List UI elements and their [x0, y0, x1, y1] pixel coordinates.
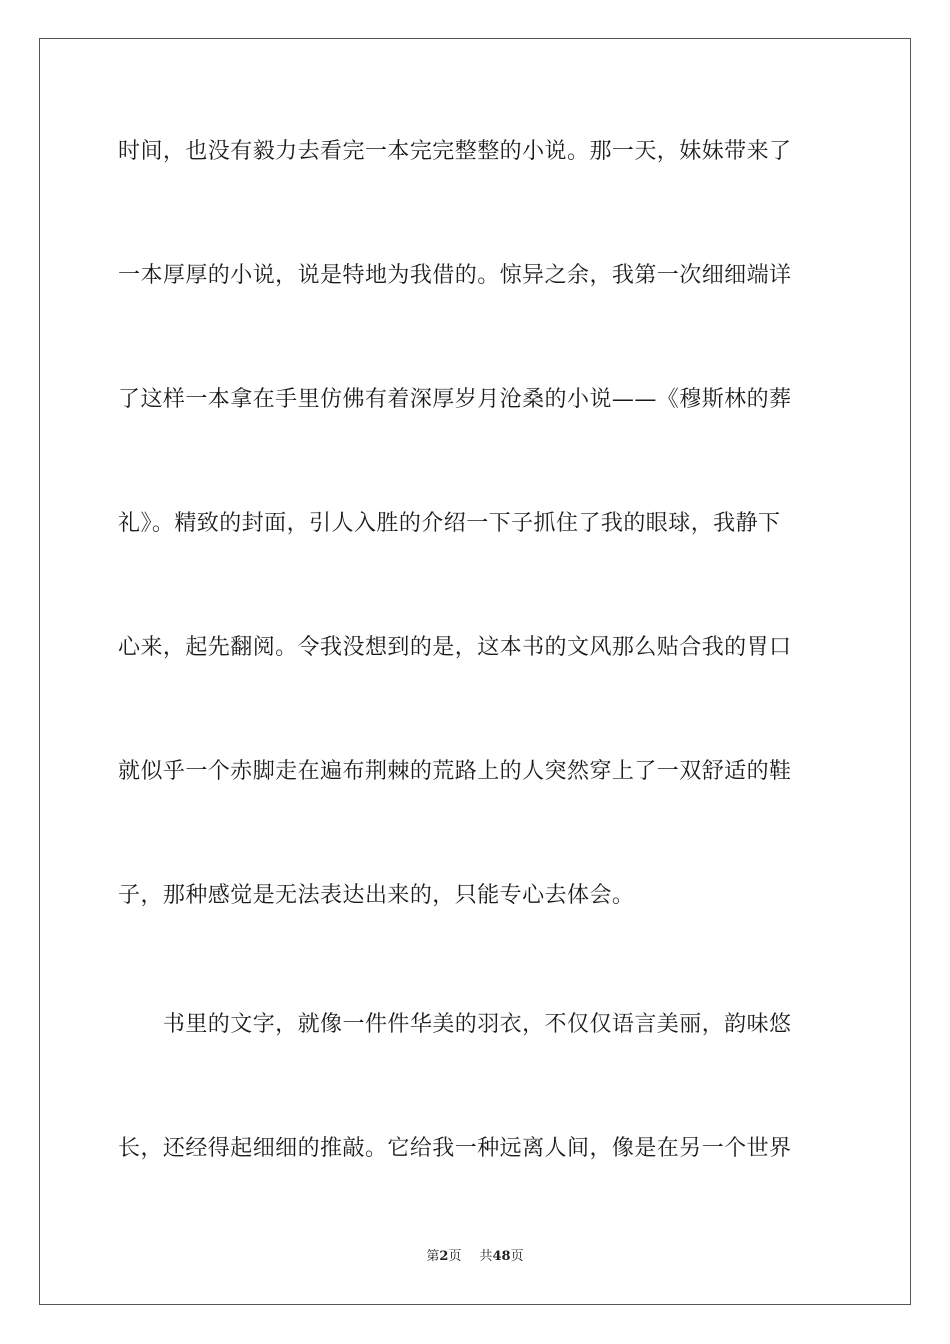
- body-text-line: 时间，也没有毅力去看完一本完完整整的小说。那一天，妹妹带来了: [118, 139, 792, 164]
- page-border: [39, 38, 911, 1305]
- page-suffix: 页: [448, 1249, 462, 1264]
- page-number: 2: [439, 1249, 449, 1264]
- body-text-line: 就似乎一个赤脚走在遍布荆棘的荒路上的人突然穿上了一双舒适的鞋: [118, 759, 792, 784]
- total-suffix: 页: [510, 1249, 524, 1264]
- total-pages: 48: [492, 1249, 511, 1264]
- body-text-line: 礼》。精致的封面，引人入胜的介绍一下子抓住了我的眼球，我静下: [118, 511, 781, 536]
- body-text-line: 子，那种感觉是无法表达出来的，只能专心去体会。: [118, 883, 635, 908]
- page-prefix: 第: [426, 1249, 440, 1264]
- body-text-line: 长，还经得起细细的推敲。它给我一种远离人间，像是在另一个世界: [118, 1136, 792, 1161]
- page-footer: [0, 1249, 950, 1265]
- body-text-line: 心来，起先翻阅。令我没想到的是，这本书的文风那么贴合我的胃口: [118, 635, 792, 660]
- body-text-line: 书里的文字，就像一件件华美的羽衣，不仅仅语言美丽，韵味悠: [118, 1012, 792, 1037]
- body-text-line: 一本厚厚的小说，说是特地为我借的。惊异之余，我第一次细细端详: [118, 263, 792, 288]
- total-prefix: 共: [479, 1249, 493, 1264]
- body-text-line: 了这样一本拿在手里仿佛有着深厚岁月沧桑的小说——《穆斯林的葬: [118, 387, 792, 412]
